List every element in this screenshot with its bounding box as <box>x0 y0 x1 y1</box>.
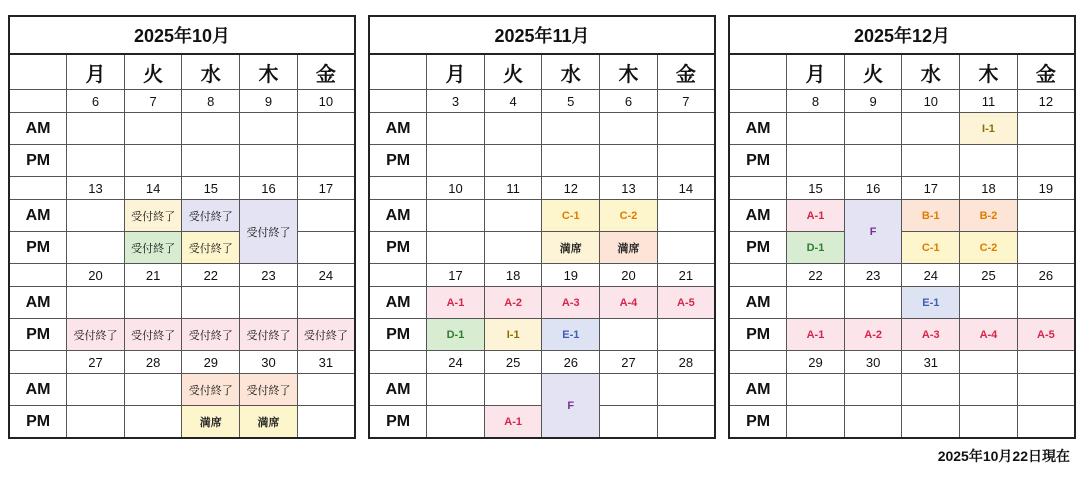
date-row <box>9 90 355 113</box>
empty-slot-cell <box>657 406 715 439</box>
session-cell: A-5 <box>1017 319 1075 351</box>
empty-slot-cell <box>297 374 355 406</box>
date-row <box>729 264 1075 287</box>
calendar-october <box>8 15 356 439</box>
slot-row-pm <box>369 145 715 177</box>
slot-row-pm <box>729 319 1075 351</box>
session-cell: 受付終了 <box>297 319 355 351</box>
session-cell: D-1 <box>787 232 845 264</box>
date-cell: 10 <box>297 90 355 113</box>
empty-slot-cell <box>600 113 658 145</box>
session-cell: A-2 <box>844 319 902 351</box>
date-cell: 26 <box>1017 264 1075 287</box>
empty-slot-cell <box>600 406 658 439</box>
date-row-label <box>9 351 67 374</box>
empty-slot-cell <box>542 113 600 145</box>
date-row <box>729 90 1075 113</box>
empty-slot-cell <box>844 113 902 145</box>
date-cell: 3 <box>427 90 485 113</box>
empty-slot-cell <box>67 406 125 439</box>
corner-cell <box>729 54 787 90</box>
date-row <box>369 90 715 113</box>
date-cell: 14 <box>657 177 715 200</box>
empty-slot-cell <box>240 145 298 177</box>
date-row <box>729 351 1075 374</box>
date-cell: 18 <box>484 264 542 287</box>
session-cell: 受付終了 <box>182 232 240 264</box>
session-cell: A-2 <box>484 287 542 319</box>
weekday-header: 水 <box>182 54 240 90</box>
empty-slot-cell <box>182 287 240 319</box>
empty-slot-cell <box>902 406 960 439</box>
date-row <box>369 177 715 200</box>
slot-row-pm <box>9 319 355 351</box>
date-cell: 15 <box>787 177 845 200</box>
date-cell: 22 <box>787 264 845 287</box>
date-cell: 12 <box>1017 90 1075 113</box>
date-row-label <box>9 264 67 287</box>
empty-slot-cell <box>67 287 125 319</box>
session-cell: D-1 <box>427 319 485 351</box>
empty-slot-cell <box>600 319 658 351</box>
date-cell: 24 <box>902 264 960 287</box>
weekday-header: 月 <box>67 54 125 90</box>
session-cell: A-1 <box>427 287 485 319</box>
slot-row-am <box>369 374 715 406</box>
month-title: 2025年11月 <box>369 16 715 54</box>
slot-label-pm: PM <box>9 319 67 351</box>
empty-slot-cell <box>297 232 355 264</box>
date-row-label <box>729 264 787 287</box>
slot-row-pm <box>9 232 355 264</box>
month-table <box>728 15 1076 439</box>
date-cell: 4 <box>484 90 542 113</box>
empty-slot-cell <box>657 145 715 177</box>
session-cell: 受付終了 <box>124 232 182 264</box>
empty-slot-cell <box>67 232 125 264</box>
empty-slot-cell <box>484 200 542 232</box>
slot-label-am: AM <box>729 287 787 319</box>
session-cell: F <box>542 374 600 439</box>
date-row-label <box>729 177 787 200</box>
session-cell: 満席 <box>182 406 240 439</box>
empty-slot-cell <box>787 287 845 319</box>
empty-slot-cell <box>600 374 658 406</box>
weekday-header: 月 <box>787 54 845 90</box>
date-row <box>369 351 715 374</box>
date-cell: 7 <box>124 90 182 113</box>
empty-slot-cell <box>902 374 960 406</box>
date-cell: 17 <box>427 264 485 287</box>
calendar-november <box>368 15 716 439</box>
session-cell: E-1 <box>902 287 960 319</box>
month-title-row <box>729 16 1075 54</box>
weekday-row <box>9 54 355 90</box>
slot-label-pm: PM <box>729 406 787 439</box>
month-title: 2025年12月 <box>729 16 1075 54</box>
empty-slot-cell <box>844 374 902 406</box>
weekday-header: 木 <box>960 54 1018 90</box>
empty-slot-cell <box>542 145 600 177</box>
slot-row-am <box>9 113 355 145</box>
date-cell: 22 <box>182 264 240 287</box>
calendar-december <box>728 15 1076 439</box>
empty-slot-cell <box>484 232 542 264</box>
date-cell <box>960 351 1018 374</box>
empty-slot-cell <box>844 406 902 439</box>
session-cell: 満席 <box>600 232 658 264</box>
date-cell: 17 <box>902 177 960 200</box>
session-cell: 受付終了 <box>124 200 182 232</box>
slot-label-pm: PM <box>729 319 787 351</box>
date-cell: 6 <box>67 90 125 113</box>
empty-slot-cell <box>240 113 298 145</box>
session-cell: B-1 <box>902 200 960 232</box>
date-cell: 26 <box>542 351 600 374</box>
slot-row-am <box>9 374 355 406</box>
slot-label-am: AM <box>9 200 67 232</box>
date-row <box>9 351 355 374</box>
date-cell: 25 <box>484 351 542 374</box>
session-cell: C-2 <box>600 200 658 232</box>
session-cell: A-1 <box>787 200 845 232</box>
slot-label-pm: PM <box>369 145 427 177</box>
session-cell: 受付終了 <box>240 374 298 406</box>
slot-label-am: AM <box>369 200 427 232</box>
month-title-row <box>9 16 355 54</box>
slot-label-am: AM <box>729 200 787 232</box>
date-row-label <box>9 90 67 113</box>
date-row <box>9 264 355 287</box>
session-cell: 受付終了 <box>240 319 298 351</box>
weekday-header: 金 <box>657 54 715 90</box>
date-cell: 23 <box>844 264 902 287</box>
empty-slot-cell <box>297 406 355 439</box>
empty-slot-cell <box>657 232 715 264</box>
empty-slot-cell <box>1017 200 1075 232</box>
empty-slot-cell <box>1017 145 1075 177</box>
session-cell: F <box>844 200 902 264</box>
date-cell: 20 <box>67 264 125 287</box>
date-cell: 10 <box>427 177 485 200</box>
date-cell: 30 <box>240 351 298 374</box>
session-cell: I-1 <box>960 113 1018 145</box>
weekday-row <box>729 54 1075 90</box>
slot-row-am <box>9 200 355 232</box>
slot-label-am: AM <box>729 374 787 406</box>
empty-slot-cell <box>844 145 902 177</box>
date-cell: 28 <box>657 351 715 374</box>
date-cell: 5 <box>542 90 600 113</box>
date-cell: 8 <box>787 90 845 113</box>
empty-slot-cell <box>124 287 182 319</box>
weekday-header: 月 <box>427 54 485 90</box>
slot-row-am <box>9 287 355 319</box>
empty-slot-cell <box>124 374 182 406</box>
empty-slot-cell <box>240 287 298 319</box>
empty-slot-cell <box>787 406 845 439</box>
slot-label-am: AM <box>9 287 67 319</box>
empty-slot-cell <box>657 319 715 351</box>
date-row <box>369 264 715 287</box>
date-cell: 11 <box>960 90 1018 113</box>
date-row-label <box>369 177 427 200</box>
date-cell: 30 <box>844 351 902 374</box>
session-cell: 満席 <box>240 406 298 439</box>
session-cell: A-3 <box>542 287 600 319</box>
session-cell: 受付終了 <box>67 319 125 351</box>
date-row-label <box>369 351 427 374</box>
slot-label-pm: PM <box>9 232 67 264</box>
weekday-header: 木 <box>600 54 658 90</box>
date-cell: 25 <box>960 264 1018 287</box>
session-cell: A-1 <box>787 319 845 351</box>
empty-slot-cell <box>1017 287 1075 319</box>
date-cell: 12 <box>542 177 600 200</box>
empty-slot-cell <box>67 200 125 232</box>
empty-slot-cell <box>600 145 658 177</box>
empty-slot-cell <box>1017 232 1075 264</box>
empty-slot-cell <box>657 374 715 406</box>
month-title-row <box>369 16 715 54</box>
weekday-header: 火 <box>124 54 182 90</box>
session-cell: 満席 <box>542 232 600 264</box>
date-cell: 21 <box>124 264 182 287</box>
date-row-label <box>729 351 787 374</box>
empty-slot-cell <box>960 145 1018 177</box>
date-cell: 13 <box>600 177 658 200</box>
slot-row-am <box>369 113 715 145</box>
empty-slot-cell <box>124 145 182 177</box>
slot-label-pm: PM <box>729 232 787 264</box>
session-cell: 受付終了 <box>240 200 298 264</box>
slot-label-pm: PM <box>729 145 787 177</box>
slot-label-am: AM <box>729 113 787 145</box>
weekday-header: 火 <box>844 54 902 90</box>
weekday-header: 金 <box>297 54 355 90</box>
empty-slot-cell <box>427 200 485 232</box>
date-cell: 19 <box>1017 177 1075 200</box>
weekday-header: 木 <box>240 54 298 90</box>
empty-slot-cell <box>960 287 1018 319</box>
empty-slot-cell <box>427 232 485 264</box>
date-cell: 18 <box>960 177 1018 200</box>
slot-row-pm <box>9 406 355 439</box>
slot-row-pm <box>729 145 1075 177</box>
date-cell: 24 <box>297 264 355 287</box>
session-cell: A-4 <box>960 319 1018 351</box>
slot-label-pm: PM <box>9 145 67 177</box>
empty-slot-cell <box>67 374 125 406</box>
date-cell: 16 <box>844 177 902 200</box>
date-cell: 23 <box>240 264 298 287</box>
slot-row-am <box>729 287 1075 319</box>
slot-row-am <box>729 113 1075 145</box>
weekday-header: 火 <box>484 54 542 90</box>
month-title: 2025年10月 <box>9 16 355 54</box>
date-row-label <box>729 90 787 113</box>
empty-slot-cell <box>297 113 355 145</box>
date-row-label <box>9 177 67 200</box>
date-cell: 29 <box>787 351 845 374</box>
date-cell: 10 <box>902 90 960 113</box>
date-cell: 8 <box>182 90 240 113</box>
slot-label-am: AM <box>369 113 427 145</box>
corner-cell <box>369 54 427 90</box>
date-row-label <box>369 264 427 287</box>
slot-label-pm: PM <box>369 406 427 439</box>
session-cell: I-1 <box>484 319 542 351</box>
slot-label-am: AM <box>9 113 67 145</box>
slot-label-pm: PM <box>9 406 67 439</box>
as-of-date: 2025年10月22日現在 <box>937 448 1070 464</box>
date-cell: 17 <box>297 177 355 200</box>
weekday-header: 金 <box>1017 54 1075 90</box>
date-cell: 6 <box>600 90 658 113</box>
date-cell: 9 <box>844 90 902 113</box>
empty-slot-cell <box>427 406 485 439</box>
empty-slot-cell <box>1017 113 1075 145</box>
weekday-header: 水 <box>902 54 960 90</box>
session-cell: 受付終了 <box>182 319 240 351</box>
date-row-label <box>369 90 427 113</box>
session-cell: A-3 <box>902 319 960 351</box>
slot-label-pm: PM <box>369 319 427 351</box>
date-cell: 11 <box>484 177 542 200</box>
date-cell: 20 <box>600 264 658 287</box>
empty-slot-cell <box>484 113 542 145</box>
weekday-header: 水 <box>542 54 600 90</box>
empty-slot-cell <box>182 145 240 177</box>
session-cell: A-1 <box>484 406 542 439</box>
empty-slot-cell <box>297 200 355 232</box>
empty-slot-cell <box>657 113 715 145</box>
date-cell <box>1017 351 1075 374</box>
date-cell: 16 <box>240 177 298 200</box>
session-cell: A-4 <box>600 287 658 319</box>
empty-slot-cell <box>1017 374 1075 406</box>
date-cell: 21 <box>657 264 715 287</box>
slot-label-am: AM <box>369 287 427 319</box>
date-cell: 28 <box>124 351 182 374</box>
empty-slot-cell <box>427 374 485 406</box>
session-cell: 受付終了 <box>182 200 240 232</box>
date-cell: 19 <box>542 264 600 287</box>
month-table <box>368 15 716 439</box>
month-table <box>8 15 356 439</box>
empty-slot-cell <box>844 287 902 319</box>
date-cell: 9 <box>240 90 298 113</box>
empty-slot-cell <box>297 145 355 177</box>
slot-row-pm <box>9 145 355 177</box>
corner-cell <box>9 54 67 90</box>
date-cell: 27 <box>67 351 125 374</box>
slot-row-pm <box>729 406 1075 439</box>
weekday-row <box>369 54 715 90</box>
date-cell: 7 <box>657 90 715 113</box>
date-row <box>729 177 1075 200</box>
empty-slot-cell <box>124 113 182 145</box>
slot-row-am <box>369 200 715 232</box>
empty-slot-cell <box>902 113 960 145</box>
slot-row-am <box>729 374 1075 406</box>
slot-label-pm: PM <box>369 232 427 264</box>
session-cell: 受付終了 <box>124 319 182 351</box>
empty-slot-cell <box>787 145 845 177</box>
empty-slot-cell <box>67 145 125 177</box>
empty-slot-cell <box>484 145 542 177</box>
empty-slot-cell <box>427 113 485 145</box>
empty-slot-cell <box>124 406 182 439</box>
session-cell: B-2 <box>960 200 1018 232</box>
empty-slot-cell <box>787 113 845 145</box>
empty-slot-cell <box>182 113 240 145</box>
slot-row-am <box>729 200 1075 232</box>
slot-row-pm <box>729 232 1075 264</box>
session-cell: 受付終了 <box>182 374 240 406</box>
session-cell: A-5 <box>657 287 715 319</box>
empty-slot-cell <box>297 287 355 319</box>
date-cell: 15 <box>182 177 240 200</box>
date-row <box>9 177 355 200</box>
empty-slot-cell <box>484 374 542 406</box>
session-cell: E-1 <box>542 319 600 351</box>
slot-label-am: AM <box>9 374 67 406</box>
date-cell: 24 <box>427 351 485 374</box>
session-cell: C-1 <box>902 232 960 264</box>
date-cell: 27 <box>600 351 658 374</box>
date-cell: 31 <box>297 351 355 374</box>
slot-row-pm <box>369 232 715 264</box>
empty-slot-cell <box>960 374 1018 406</box>
empty-slot-cell <box>960 406 1018 439</box>
date-cell: 13 <box>67 177 125 200</box>
slot-row-am <box>369 287 715 319</box>
slot-label-am: AM <box>369 374 427 406</box>
session-cell: C-2 <box>960 232 1018 264</box>
empty-slot-cell <box>1017 406 1075 439</box>
date-cell: 31 <box>902 351 960 374</box>
session-cell: C-1 <box>542 200 600 232</box>
empty-slot-cell <box>67 113 125 145</box>
empty-slot-cell <box>902 145 960 177</box>
empty-slot-cell <box>657 200 715 232</box>
empty-slot-cell <box>427 145 485 177</box>
slot-row-pm <box>369 319 715 351</box>
date-cell: 14 <box>124 177 182 200</box>
date-cell: 29 <box>182 351 240 374</box>
empty-slot-cell <box>787 374 845 406</box>
